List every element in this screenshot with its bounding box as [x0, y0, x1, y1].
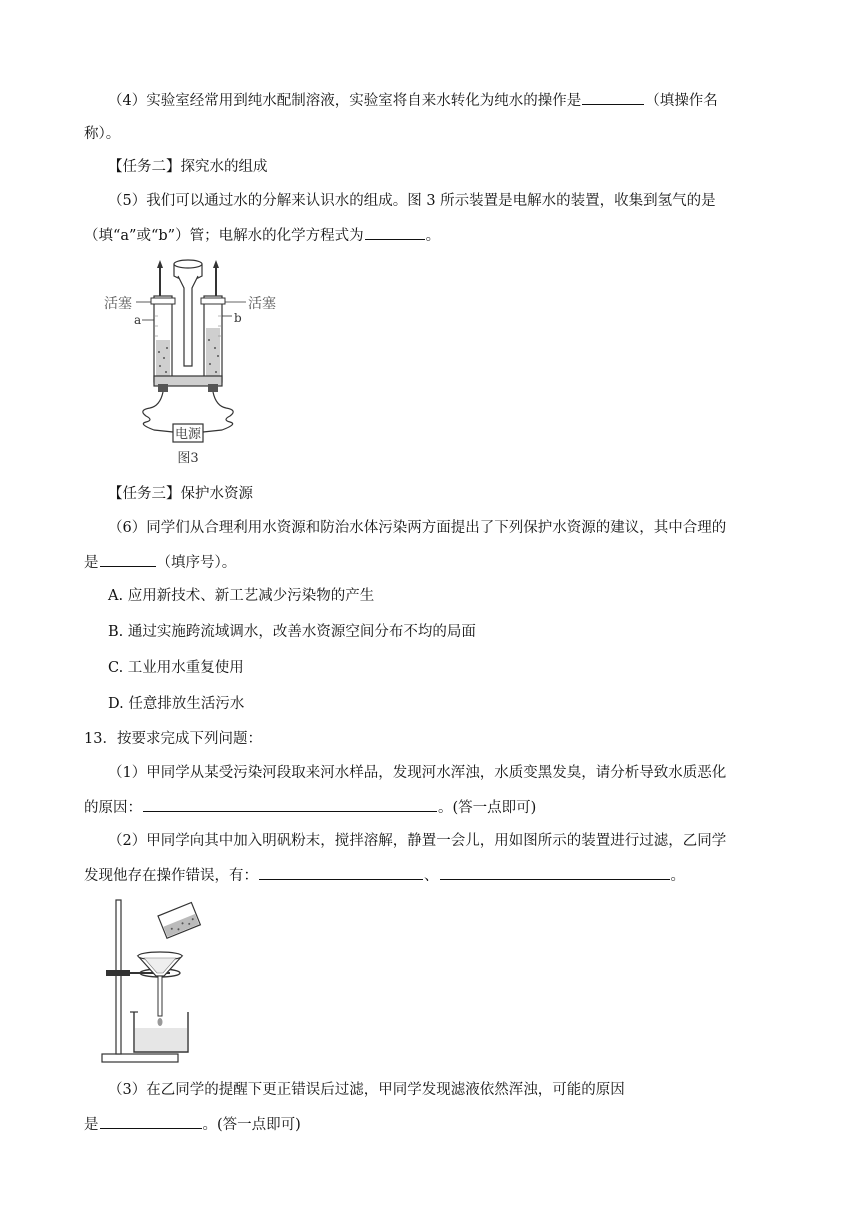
figure-caption: 图3 — [177, 451, 199, 466]
option-a: A. 应用新技术、新工艺减少污染物的产生 — [108, 588, 375, 604]
q13-p2-line1: （2）甲同学向其中加入明矾粉末，搅拌溶解，静置一会儿，用如图所示的装置进行过滤，乙同学 — [108, 833, 727, 849]
filtration-apparatus-diagram — [100, 896, 210, 1068]
option-b: B. 通过实施跨流域调水，改善水资源空间分布不均的局面 — [108, 624, 476, 640]
q13-p1-tail: 。(答一点即可) — [438, 800, 537, 816]
q5-text: （填“a”或“b”）管；电解水的化学方程式为 — [84, 228, 364, 244]
q6-text-tail: （填序号）。 — [156, 555, 237, 571]
tube-a-label: a — [134, 313, 142, 327]
q13-p3-text: 是 — [84, 1117, 99, 1133]
option-c: C. 工业用水重复使用 — [108, 660, 244, 676]
q4-text: （4）实验室经常用到纯水配制溶液，实验室将自来水转化为纯水的操作是 — [108, 93, 582, 109]
q13-p2-sep: 、 — [424, 868, 439, 884]
task2-title: 【任务二】探究水的组成 — [108, 159, 268, 175]
q13-p3-line2 — [84, 1114, 301, 1135]
q6-text: 是 — [84, 555, 99, 571]
q13-p1-line1: （1）甲同学从某受污染河段取来河水样品，发现河水浑浊，水质变黑发臭，请分析导致水质恶化 — [108, 765, 727, 781]
stopcock-right-label: 活塞 — [248, 296, 276, 312]
q13-p2-line2 — [84, 865, 685, 886]
power-label: 电源 — [174, 427, 202, 442]
answer-blank[interactable] — [259, 865, 423, 880]
electrolysis-apparatus-diagram — [98, 256, 288, 468]
q4-line1 — [108, 90, 718, 111]
q6-line2 — [84, 552, 236, 573]
answer-blank[interactable] — [100, 552, 156, 567]
q13-p2-tail: 。 — [670, 868, 685, 884]
task3-title: 【任务三】保护水资源 — [108, 486, 253, 502]
q13-p1-text: 的原因： — [84, 800, 142, 816]
answer-blank[interactable] — [143, 797, 437, 812]
filtration-figure — [100, 896, 210, 1068]
q5-line1: （5）我们可以通过水的分解来认识水的组成。图 3 所示装置是电解水的装置，收集到氢气的是 — [108, 193, 716, 209]
q13-title: 13．按要求完成下列问题： — [84, 731, 262, 747]
q13-p1-line2 — [84, 797, 536, 818]
answer-blank[interactable] — [582, 90, 644, 105]
q4-text-tail: （填操作名 — [645, 93, 718, 109]
answer-blank[interactable] — [440, 865, 670, 880]
q6-line1: （6）同学们从合理利用水资源和防治水体污染两方面提出了下列保护水资源的建议，其中合理的 — [108, 520, 727, 536]
answer-blank[interactable] — [100, 1114, 202, 1129]
q13-p2-text: 发现他存在操作错误，有： — [84, 868, 258, 884]
tube-b-label: b — [234, 311, 242, 325]
option-d: D. 任意排放生活污水 — [108, 696, 245, 712]
answer-blank[interactable] — [365, 225, 425, 240]
q13-p3-tail: 。(答一点即可) — [202, 1117, 301, 1133]
q13-p3-line1: （3）在乙同学的提醒下更正错误后过滤，甲同学发现滤液依然浑浊，可能的原因 — [108, 1082, 625, 1098]
q4-line2: 称）。 — [84, 126, 121, 142]
electrolysis-figure — [98, 256, 288, 468]
stopcock-left-label: 活塞 — [104, 296, 132, 312]
q5-text-tail: 。 — [425, 228, 441, 244]
q5-line2 — [84, 225, 440, 246]
